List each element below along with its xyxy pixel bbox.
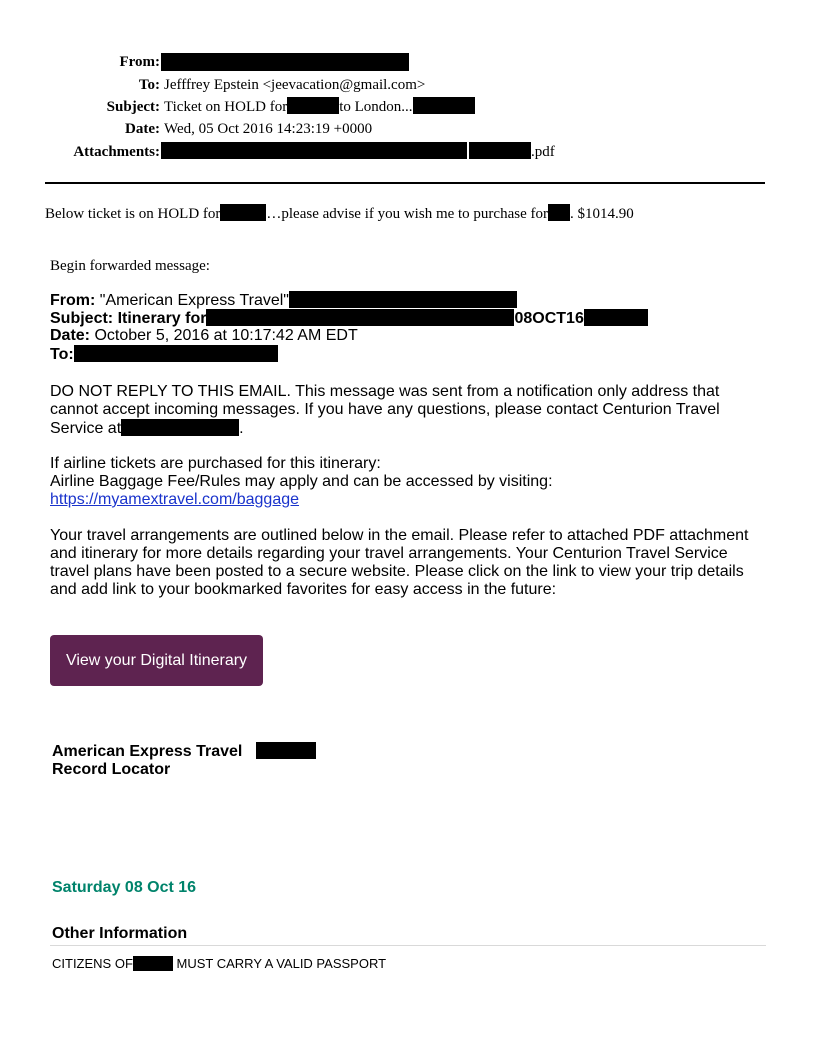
redacted-country (133, 956, 173, 971)
redacted-name (287, 97, 339, 114)
begin-forwarded: Begin forwarded message: (50, 258, 210, 274)
arrangements-paragraph: Your travel arrangements are outlined below in the email. Please refer to attached PDF attachment and itinerary for more details regarding your travel arrangements. Your Centurion Travel Service travel plans have been posted to a secure website. Please click on the link to view your trip details and add link to your bookmarked favorites for easy access in the future: (50, 527, 749, 598)
redacted-name (206, 309, 514, 326)
fwd-from-label: From: (50, 292, 96, 309)
passport-notice (52, 956, 386, 971)
attachment-file[interactable] (161, 142, 555, 162)
date-value: Wed, 05 Oct 2016 14:23:19 +0000 (164, 121, 373, 137)
to-value: Jefffrey Epstein <jeevacation@gmail.com> (164, 77, 426, 93)
fwd-subject-code: 08OCT16 (514, 310, 584, 327)
intro-text-1: Below ticket is on HOLD for (45, 206, 221, 222)
attachment-ext: .pdf (531, 144, 555, 160)
fwd-from-row (50, 291, 648, 309)
subject-value (164, 97, 475, 117)
citizens-text-1: CITIZENS OF (52, 956, 133, 971)
redacted-name (584, 309, 648, 326)
baggage-line-1: If airline tickets are purchased for this itinerary: (50, 455, 381, 472)
view-itinerary-button[interactable]: View your Digital Itinerary (50, 635, 263, 686)
from-row (0, 52, 160, 72)
subject-row (0, 97, 160, 117)
fwd-date-label: Date: (50, 327, 91, 344)
fwd-to-row (50, 345, 648, 363)
fwd-to-label: To: (50, 346, 74, 363)
forwarded-header (50, 291, 648, 363)
from-label: From: (119, 54, 160, 70)
citizens-text-2: MUST CARRY A VALID PASSPORT (176, 956, 387, 971)
redacted-phone (121, 419, 239, 436)
redacted-filename (161, 142, 467, 159)
to-label: To: (138, 77, 160, 93)
fwd-from-value: "American Express Travel" (99, 292, 289, 309)
redacted-name (220, 204, 266, 221)
redacted-name (548, 204, 570, 221)
fwd-subject-label: Subject: Itinerary for (50, 310, 207, 327)
redacted-sender (161, 53, 409, 71)
notice-text: DO NOT REPLY TO THIS EMAIL. This message was sent from a notification only address that cannot accept incoming messages. If you have any questions, please contact Centurion Travel Service at (50, 383, 720, 437)
notice-paragraph (50, 383, 762, 438)
subject-text-2: to London... (339, 99, 413, 115)
intro-text-2: …please advise if you wish me to purchase for (266, 206, 548, 222)
fwd-date-value: October 5, 2016 at 10:17:42 AM EDT (94, 327, 358, 344)
locator-line-2: Record Locator (52, 761, 171, 778)
day-heading: Saturday 08 Oct 16 (52, 879, 197, 896)
baggage-link[interactable]: https://myamextravel.com/baggage (50, 491, 300, 508)
record-locator (52, 742, 316, 779)
intro-text-3: . $1014.90 (569, 206, 634, 222)
redacted-locator (256, 742, 316, 759)
date-row (0, 119, 160, 139)
header-divider (45, 182, 765, 184)
fwd-subject-row (50, 309, 648, 327)
redacted-filename (469, 142, 531, 159)
redacted-email (74, 345, 278, 362)
attachments-row (0, 142, 160, 162)
attachments-label: Attachments: (73, 144, 160, 160)
section-divider (50, 945, 766, 946)
locator-label: American Express Travel (52, 743, 243, 760)
fwd-date-row (50, 327, 648, 345)
locator-line-1 (52, 742, 316, 761)
redacted-name (413, 97, 475, 114)
notice-end: . (239, 420, 244, 437)
other-information-heading: Other Information (52, 925, 188, 942)
subject-text-1: Ticket on HOLD for (164, 99, 288, 115)
intro-line (45, 204, 634, 224)
to-row (0, 75, 160, 95)
subject-label: Subject: (106, 99, 160, 115)
date-label: Date: (125, 121, 160, 137)
baggage-line-2: Airline Baggage Fee/Rules may apply and can be accessed by visiting: (50, 473, 553, 490)
baggage-paragraph (50, 455, 762, 509)
redacted-email (289, 291, 517, 308)
